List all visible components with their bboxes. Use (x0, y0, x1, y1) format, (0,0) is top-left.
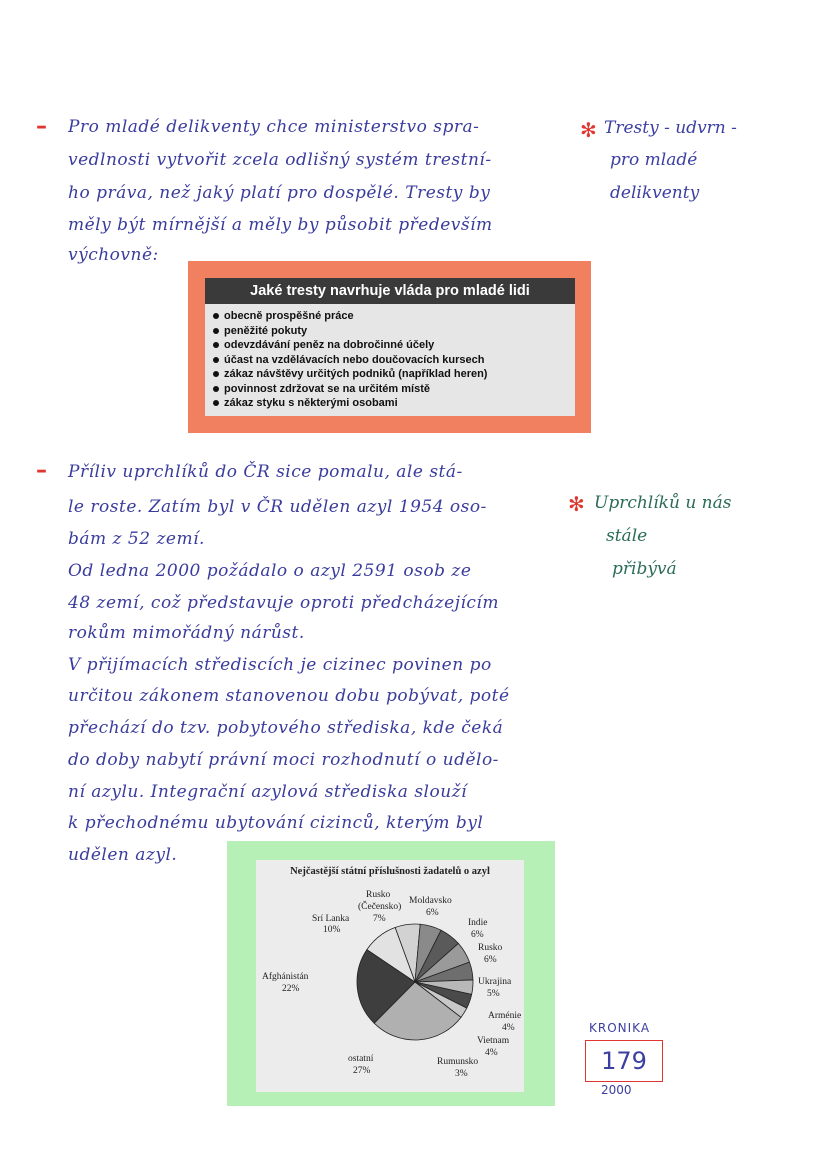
chart-paper (256, 860, 524, 1092)
section2-line-4: Od ledna 2000 požádalo o azyl 2591 osob ze (68, 561, 472, 581)
label-rumunsko: Rumunsko (437, 1057, 479, 1067)
section2-line-1: Příliv uprchlíků do ČR sice pomalu, ale stá- (68, 462, 463, 482)
list-item-text: zákaz návštěvy určitých podniků (například heren) (224, 368, 488, 380)
section2-line-7: V přijímacích střediscích je cizinec povinen po (68, 655, 492, 675)
label-armenie: Arménie (488, 1011, 522, 1021)
label-ukrajina: Ukrajina (478, 977, 512, 987)
margin-note-2-line-2: stále (606, 526, 648, 546)
label-armenie-pct: 4% (502, 1023, 515, 1033)
label-srilanka-pct: 10% (323, 925, 341, 935)
margin-note-2-marker: ✻ (568, 492, 585, 516)
margin-note-1-marker: ✻ (580, 118, 597, 142)
list-item-text: povinnost zdržovat se na určitém místě (224, 382, 430, 395)
section2-line-9: přechází do tzv. pobytového střediska, kde čeká (68, 718, 504, 738)
chronicle-stamp-label: KRONIKA (589, 1021, 651, 1035)
clipping-title: Jaké tresty navrhuje vláda pro mladé lidi (205, 278, 575, 304)
list-item (213, 324, 487, 339)
label-moldavsko-pct: 6% (426, 908, 439, 918)
page-number: 179 (601, 1047, 647, 1075)
chart-title: Nejčastější státní příslušnosti žadatelů o azyl (290, 866, 490, 877)
bullet-icon (213, 386, 219, 392)
label-cecensko-2: (Čečensko) (358, 902, 402, 912)
section2-line-3: bám z 52 zemí. (68, 529, 205, 549)
label-srilanka: Srí Lanka (312, 914, 350, 924)
label-afghanistan: Afghánistán (262, 972, 309, 982)
label-vietnam-pct: 4% (485, 1048, 498, 1058)
list-item (213, 396, 487, 411)
section2-bullet: – (36, 458, 47, 483)
margin-note-1-line-1: Tresty - udvrn - (604, 118, 737, 138)
list-item-text: účast na vzdělávacích nebo doučovacích kursech (224, 353, 485, 366)
bullet-icon (213, 371, 219, 377)
label-afghanistan-pct: 22% (282, 984, 300, 994)
margin-note-2-line-3: přibývá (612, 559, 677, 579)
newspaper-clipping-punishments (188, 261, 591, 433)
label-ukrajina-pct: 5% (487, 989, 500, 999)
margin-note-1-line-3: delikventy (610, 183, 700, 203)
page-number-box (585, 1040, 663, 1082)
list-item-text: zákaz styku s některými osobami (224, 397, 398, 409)
section2-line-12: k přechodnému ubytování cizinců, kterým byl (68, 813, 484, 833)
label-cecensko-pct: 7% (373, 914, 386, 924)
list-item (213, 367, 487, 382)
clipping-paper (205, 278, 575, 416)
label-indie: Indie (468, 918, 488, 928)
section2-line-2: le roste. Zatím byl v ČR udělen azyl 1954 oso- (68, 497, 487, 517)
bullet-icon (213, 400, 219, 406)
list-item (213, 353, 487, 368)
label-cecensko-1: Rusko (366, 890, 391, 900)
section2-line-5: 48 zemí, což představuje oproti předcházejícím (68, 593, 499, 613)
label-ostatni-pct: 27% (353, 1066, 371, 1076)
label-ostatni: ostatní (348, 1054, 374, 1064)
section1-line-1: Pro mladé delikventy chce ministerstvo spra- (68, 117, 480, 137)
list-item (213, 382, 487, 397)
list-item (213, 309, 487, 324)
section1-line-4: měly být mírnější a měly by působit především (68, 215, 493, 235)
section2-line-6: rokům mimořádný nárůst. (68, 623, 305, 643)
list-item-text: obecně prospěšné práce (224, 310, 354, 322)
section1-bullet: – (36, 114, 47, 139)
margin-note-2-line-1: Uprchlíků u nás (594, 493, 732, 513)
bullet-icon (213, 313, 219, 319)
list-item (213, 338, 487, 353)
section1-line-5: výchovně: (68, 245, 159, 265)
list-item-text: peněžité pokuty (224, 324, 308, 337)
section2-line-13: udělen azyl. (68, 845, 178, 865)
section2-line-8: určitou zákonem stanovenou dobu pobývat, poté (68, 686, 510, 706)
label-rusko: Rusko (478, 943, 503, 953)
punishment-list (213, 309, 487, 411)
bullet-icon (213, 328, 219, 334)
label-rusko-pct: 6% (484, 955, 497, 965)
pie-chart (256, 860, 524, 1092)
section2-line-10: do doby nabytí právní moci rozhodnutí o udělo- (68, 750, 499, 770)
list-item-text: odevzdávání peněz na dobročinné účely (224, 339, 435, 351)
label-rumunsko-pct: 3% (455, 1069, 468, 1079)
bullet-icon (213, 357, 219, 363)
label-moldavsko: Moldavsko (409, 896, 452, 906)
label-vietnam: Vietnam (477, 1036, 510, 1046)
newspaper-clipping-asylum-chart (227, 841, 555, 1106)
bullet-icon (213, 342, 219, 348)
section2-line-11: ní azylu. Integrační azylová střediska slouží (68, 782, 468, 802)
section1-line-3: ho práva, než jaký platí pro dospělé. Tresty by (68, 183, 491, 203)
margin-note-1-line-2: pro mladé (610, 150, 698, 170)
section1-line-2: vedlnosti vytvořit zcela odlišný systém trestní- (68, 150, 492, 170)
chronicle-year: 2000 (601, 1083, 632, 1097)
label-indie-pct: 6% (471, 930, 484, 940)
